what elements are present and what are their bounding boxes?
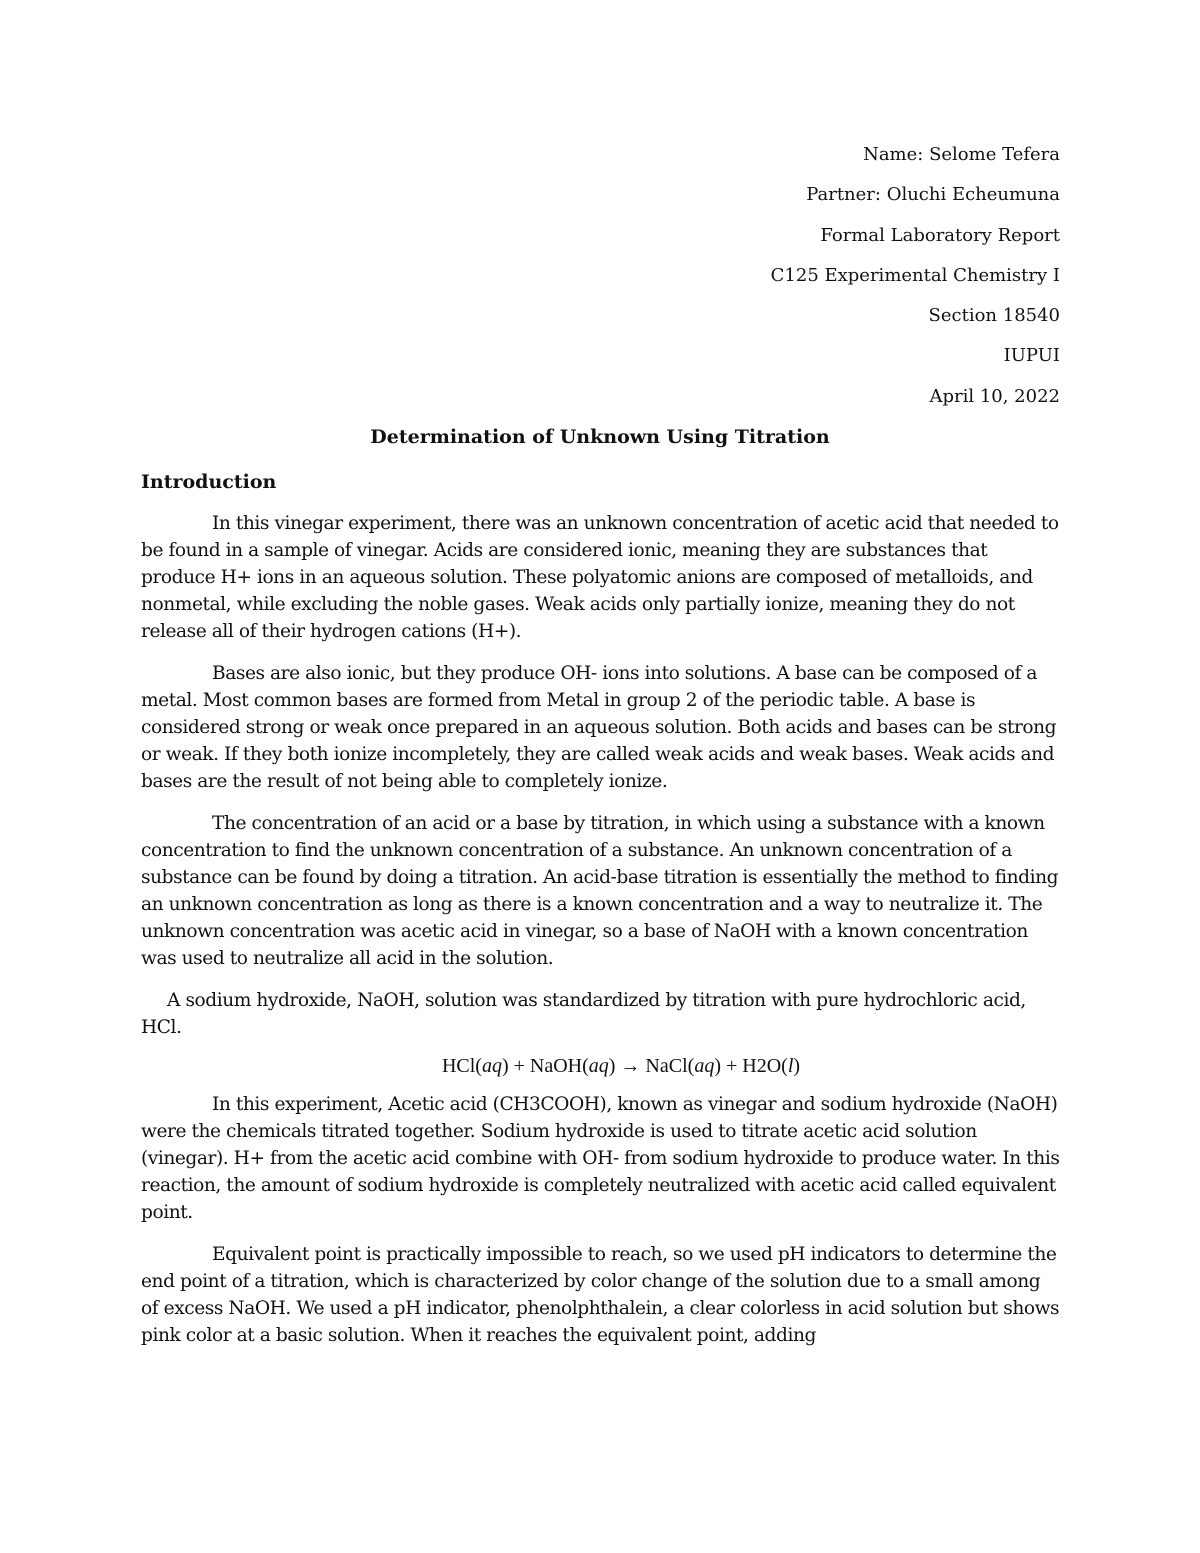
report-header [560,141,1060,423]
equation-state: aq [694,1055,715,1077]
header-course: C125 Experimental Chemistry I [770,264,1060,286]
paragraph-standardization: A sodium hydroxide, NaOH, solution was standardized by titration with pure hydrochloric acid, HCl. [141,990,1026,1038]
equation-part: ) [793,1055,801,1077]
header-section: Section 18540 [928,305,1060,327]
paragraph-equivalent-point: Equivalent point is practically impossible to reach, so we used pH indicators to determine the end point of a titration, which is characterized by color change of the solution due to a small among of excess NaOH. We used a pH indicator, phenolphthalein, a clear colorless in acid solution but shows pink color at a basic solution. When it reaches the equivalent point, adding [141,1244,1060,1346]
header-report-type: Formal Laboratory Report [820,224,1060,246]
header-name: Name: Selome Tefera [863,144,1060,165]
paragraph-bases: Bases are also ionic, but they produce OH- ions into solutions. A base can be composed of a metal. Most common bases are formed from Metal in group 2 of the periodic table. A base is considered strong or weak once prepared in an aqueous solution. Both acids and bases can be strong or weak. If they both ionize incompletely, they are called weak acids and weak bases. Weak acids and bases are the result of not being able to completely ionize. [141,663,1057,792]
equation-part: ) + H2O( [714,1055,788,1077]
header-date: April 10, 2022 [929,385,1060,407]
section-heading-introduction: Introduction [141,471,277,493]
equation-state: l [787,1055,794,1077]
equation-part: HCl( [441,1055,482,1077]
paragraph-titration: The concentration of an acid or a base by titration, in which using a substance with a known concentration to find the unknown concentration of a substance. An unknown concentration of a substance can be found by doing a titration. An acid-base titration is essentially the method to finding an unknown concentration as long as there is a known concentration and a way to neutralize it. The unknown concentration was acetic acid in vinegar, so a base of NaOH with a known concentration was used to neutralize all acid in the solution. [141,813,1059,969]
header-institution: IUPUI [1003,345,1060,367]
document-body [141,510,1061,1364]
document-title: Determination of Unknown Using Titration [370,426,830,448]
equation-part: ) → NaCl( [608,1055,695,1077]
paragraph-experiment: In this experiment, Acetic acid (CH3COOH), known as vinegar and sodium hydroxide (NaOH) were the chemicals titrated together. Sodium hydroxide is used to titrate acetic acid solution (vinegar). H+ from the acetic acid combine with OH- from sodium hydroxide to produce water. In this reaction, the amount of sodium hydroxide is completely neutralized with acetic acid called equivalent point. [141,1094,1060,1223]
chemical-equation [141,1050,1061,1082]
equation-part: ) + NaOH( [501,1055,589,1077]
equation-state: aq [588,1055,609,1077]
paragraph-acids: In this vinegar experiment, there was an unknown concentration of acetic acid that needed to be found in a sample of vinegar. Acids are considered ionic, meaning they are substances that produce H+ ions in an aqueous solution. These polyatomic anions are composed of metalloids, and nonmetal, while excluding the noble gases. Weak acids only partially ionize, meaning they do not release all of their hydrogen cations (H+). [141,513,1059,642]
header-partner: Partner: Oluchi Echeumuna [806,184,1060,206]
equation-state: aq [481,1055,502,1077]
